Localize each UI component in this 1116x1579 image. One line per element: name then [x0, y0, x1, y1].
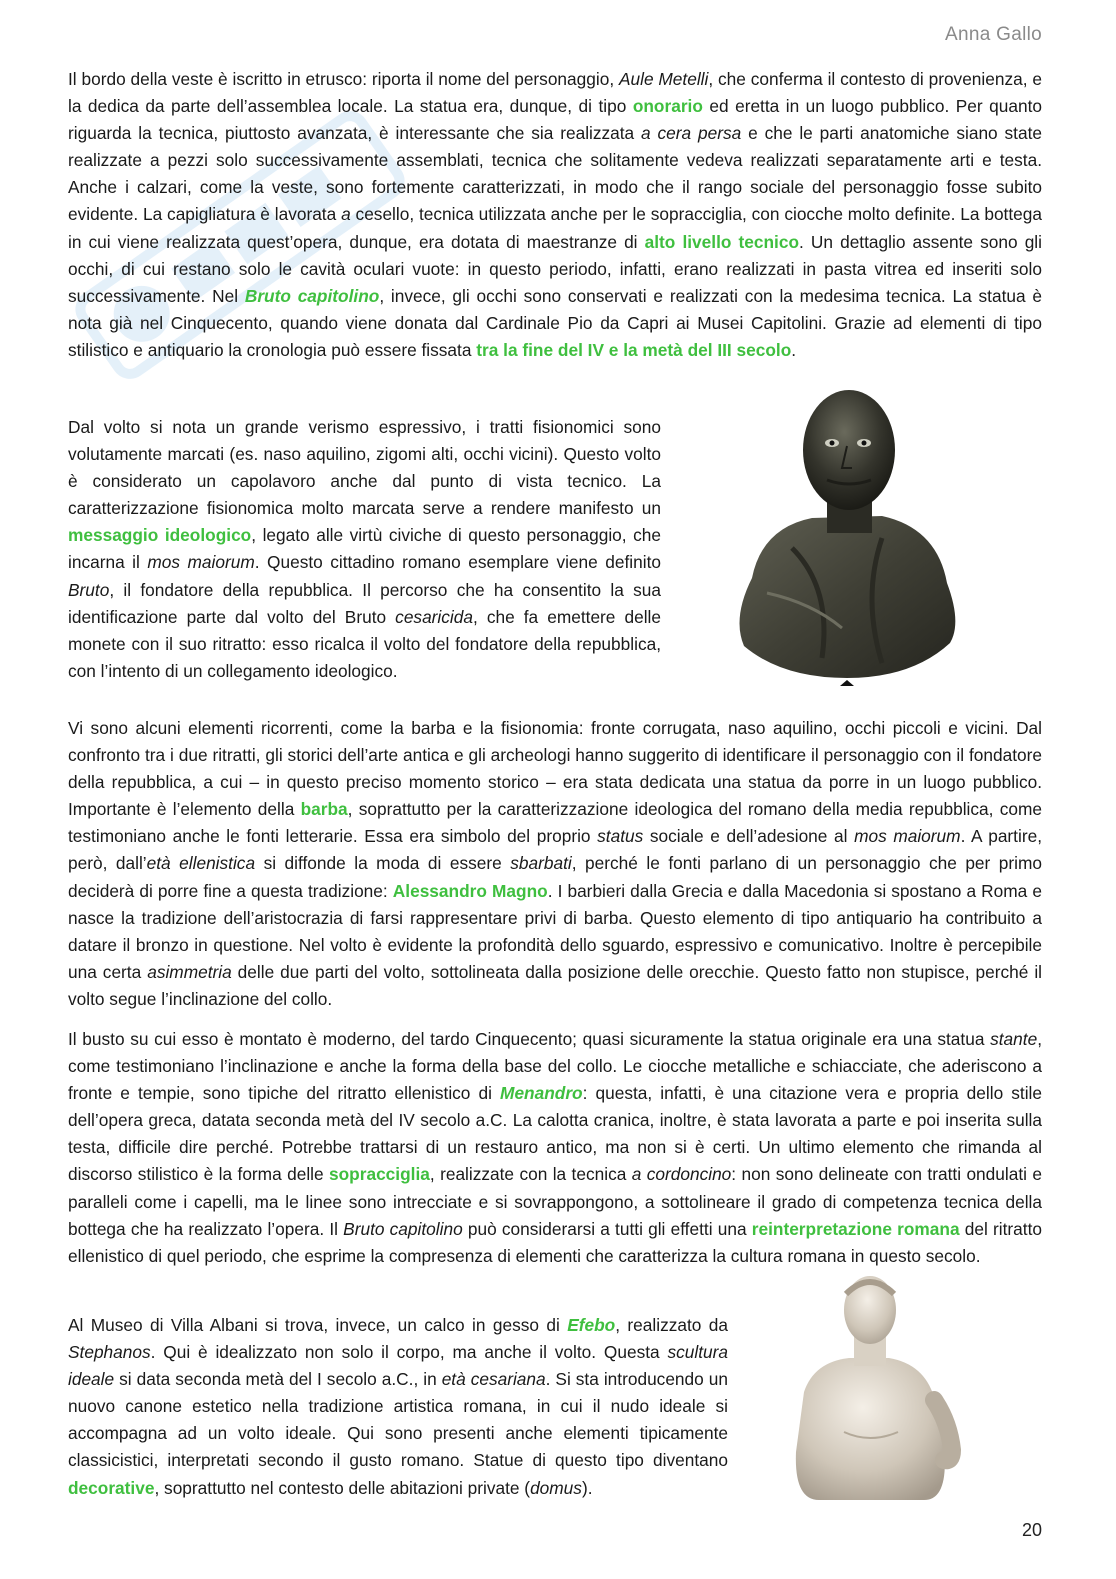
- text-run: Il bordo della veste è iscritto in etrusco: riporta il nome del personaggio,: [68, 69, 619, 89]
- text-run: Alessandro Magno: [392, 880, 548, 901]
- text-run: Efebo: [567, 1315, 616, 1335]
- text-run: può considerarsi a tutti gli effetti una: [462, 1218, 752, 1239]
- text-run: mos maiorum: [147, 552, 255, 573]
- text-run: onorario: [632, 96, 703, 117]
- text-run: status: [597, 826, 644, 847]
- text-run: , soprattutto nel contesto delle abitazioni private (: [154, 1477, 531, 1498]
- header-author: Anna Gallo: [944, 24, 1042, 45]
- text-run: Aule Metelli: [618, 69, 709, 89]
- text-run: Bruto capitolino: [343, 1218, 463, 1239]
- text-run: delle due parti del volto, sottolineata dalla posizione delle orecchie. Questo fatto non stupisce, perché il volto segue l’inclinazione del collo.: [68, 961, 1042, 1009]
- paragraph-barba: [68, 715, 1042, 1013]
- text-run: . Un dettaglio assente sono gli occhi, di cui restano solo le cavità oculari vuote: in questo periodo, infatti, erano realizzati in pasta vitrea ed inseriti solo successivamente. Nel: [68, 231, 1042, 306]
- text-run: del ritratto ellenistico di quel periodo, che esprime la compresenza di elementi che caratterizza la cultura romana in questo secolo.: [68, 1218, 1042, 1266]
- text-run: cesaricida: [395, 606, 473, 627]
- text-run: , invece, gli occhi sono conservati e realizzati con la medesima tecnica. La statua è nota già nel Cinquecento, quando viene donata dal Cardinale Pio da Capri ai Musei Capitolini. Grazie ad elementi di tipo stilistico e antiquario la cronologia può essere fissata: [68, 285, 1042, 360]
- text-run: età cesariana: [441, 1369, 546, 1390]
- text-run: mos maiorum: [854, 826, 961, 847]
- text-run: Al Museo di Villa Albani si trova, invece, un calco in gesso di: [68, 1315, 568, 1335]
- text-run: Bruto capitolino: [244, 285, 380, 306]
- text-run: , che conferma il contesto di provenienza, e la dedica da parte dell’assemblea locale. La statua era, dunque, di tipo: [68, 69, 1042, 117]
- text-run: a cera persa: [641, 123, 742, 144]
- text-run: sbarbati: [510, 853, 572, 874]
- text-run: , soprattutto per la caratterizzazione ideologica del romano della media repubblica, come testimoniano anche le fonti letterarie. Essa era simbolo del proprio: [68, 799, 1042, 847]
- text-run: ed eretta in un luogo pubblico. Per quanto riguarda la tecnica, piuttosto avanzata, è interessante che sia realizzata: [68, 96, 1042, 144]
- text-run: , perché le fonti parlano di un personaggio che per primo deciderà di porre fine a questa tradizione:: [68, 853, 1043, 901]
- text-run: . Qui è idealizzato non solo il corpo, ma anche il volto. Questa: [150, 1342, 668, 1363]
- text-run: . I barbieri dalla Grecia e dalla Macedonia si spostano a Roma e nasce la tradizione dell’aristocrazia di farsi rappresentare privi di barba. Questo elemento di tipo antiquario ha contribuito a datare il bronzo in questione. Nel volto è evidente la profondità dello sguardo, espressivo e comunicativo. Inoltre è percepibile una certa: [68, 880, 1042, 982]
- text-run: Dal volto si nota un grande verismo espressivo, i tratti fisionomici sono volutamente marcati (es. naso aquilino, zigomi alti, occhi vicini). Questo volto è considerato un capolavoro anche dal punto di vista tecnico. La caratterizzazione fisionomica molto marcata serve a rendere manifesto un: [68, 417, 661, 519]
- text-run: stante: [990, 1029, 1038, 1049]
- text-run: sopracciglia: [329, 1164, 430, 1185]
- paragraph-efebo: [68, 1312, 728, 1502]
- text-run: e che le parti anatomiche siano state realizzate a pezzi solo successivamente assemblati, tecnica che solitamente vedeva realizzati separatamente arti e testa. Anche i calzari, come la veste, sono fortemente caratterizzati, in modo che il rango sociale del personaggio fosse subito evidente. La capigliatura è lavorata: [68, 123, 1042, 225]
- text-run: , legato alle virtù civiche di questo personaggio, che incarna il: [68, 525, 661, 573]
- text-run: . Questo cittadino romano esemplare viene definito: [254, 552, 661, 573]
- paragraph-busto-moderno: [68, 1026, 1042, 1270]
- paragraph-bruto-volto: [68, 414, 661, 685]
- text-run: , il fondatore della repubblica. Il percorso che ha consentito la sua identificazione parte dal volto del Bruto: [68, 579, 661, 627]
- page-number: 20: [1021, 1520, 1042, 1540]
- text-run: a: [341, 204, 351, 225]
- text-run: Vi sono alcuni elementi ricorrenti, come la barba e la fisionomia: fronte corrugata, naso aquilino, occhi piccoli e vicini. Dal confronto tra i due ritratti, gli storici dell’arte antica e gli archeologi hanno suggerito di identificare il personaggio con il fondatore della repubblica, a cui – in questo preciso momento storico – era stata dedicata una statua da porre in un luogo pubblico. Importante è l’elemento della: [68, 718, 1042, 820]
- text-run: età ellenistica: [146, 853, 256, 874]
- text-run: . Si sta introducendo un nuovo canone estetico nella tradizione artistica romana, in cui il nudo ideale si accompagna ad un volto ideale. Qui sono presenti anche elementi tipicamente classicistici, interpretati secondo il gusto romano. Statue di questo tipo diventano: [68, 1369, 728, 1471]
- text-run: .: [791, 339, 797, 360]
- text-run: , come testimoniano l’inclinazione e anche la forma della base del collo. Le ciocche metalliche e schiacciate, che aderiscono a fronte e tempie, sono tipiche del ritratto ellenistico di: [68, 1029, 1042, 1104]
- text-run: messaggio ideologico: [68, 525, 252, 546]
- text-run: : non sono delineate con tratti ondulati e paralleli come i capelli, ma le linee sono intrecciate e si sovrappongono, a sottolineare il grado di competenza tecnica della bottega che ha realizzato l’opera. Il: [68, 1164, 1042, 1239]
- text-run: , realizzato da: [615, 1315, 728, 1335]
- text-run: : questa, infatti, è una citazione vera e propria dello stile dell’opera greca, datata seconda metà del IV secolo a.C. La calotta cranica, inoltre, è stata lavorata a parte e poi inserita sulla testa, difficile dire perché. Potrebbe trattarsi di un restauro antico, ma non si è certi. Un ultimo elemento che rimanda al discorso stilistico è la forma delle: [68, 1083, 1042, 1185]
- text-run: asimmetria: [147, 961, 232, 982]
- text-run: Bruto: [68, 579, 110, 600]
- text-run: a cordoncino: [631, 1164, 732, 1185]
- text-run: domus: [530, 1477, 582, 1498]
- text-run: si data seconda metà del I secolo a.C., in: [114, 1369, 442, 1390]
- text-run: , che fa emettere delle monete con il suo ritratto: esso ricalca il volto del fondatore della repubblica, con l’intento di un collegamento ideologico.: [68, 606, 661, 681]
- text-run: alto livello tecnico: [644, 231, 800, 252]
- text-run: sociale e dell’adesione al: [643, 826, 855, 847]
- text-run: scultura ideale: [68, 1342, 728, 1390]
- text-run: tra la fine del IV e la metà del III secolo: [476, 339, 792, 360]
- text-run: Stephanos: [68, 1342, 151, 1363]
- text-run: si diffonde la moda di essere: [255, 853, 511, 874]
- text-run: . A partire, però, dall’: [68, 826, 1042, 874]
- efebo-statue-image: [774, 1272, 964, 1500]
- text-run: Il busto su cui esso è montato è moderno, del tardo Cinquecento; quasi sicuramente la statua originale era una statua: [68, 1029, 991, 1049]
- text-run: ).: [581, 1477, 593, 1498]
- text-run: barba: [300, 799, 348, 820]
- text-run: cesello, tecnica utilizzata anche per le sopracciglia, con ciocche molto definite. La bottega in cui viene realizzata quest’opera, dunque, era dotata di maestranze di: [68, 204, 1042, 252]
- text-run: Menandro: [500, 1083, 583, 1104]
- text-run: reinterpretazione romana: [751, 1218, 960, 1239]
- text-run: , realizzate con la tecnica: [429, 1164, 632, 1185]
- paragraph-aule-metelli: [68, 66, 1042, 364]
- text-run: decorative: [68, 1477, 155, 1498]
- bruto-capitolino-bust-image: [732, 388, 964, 686]
